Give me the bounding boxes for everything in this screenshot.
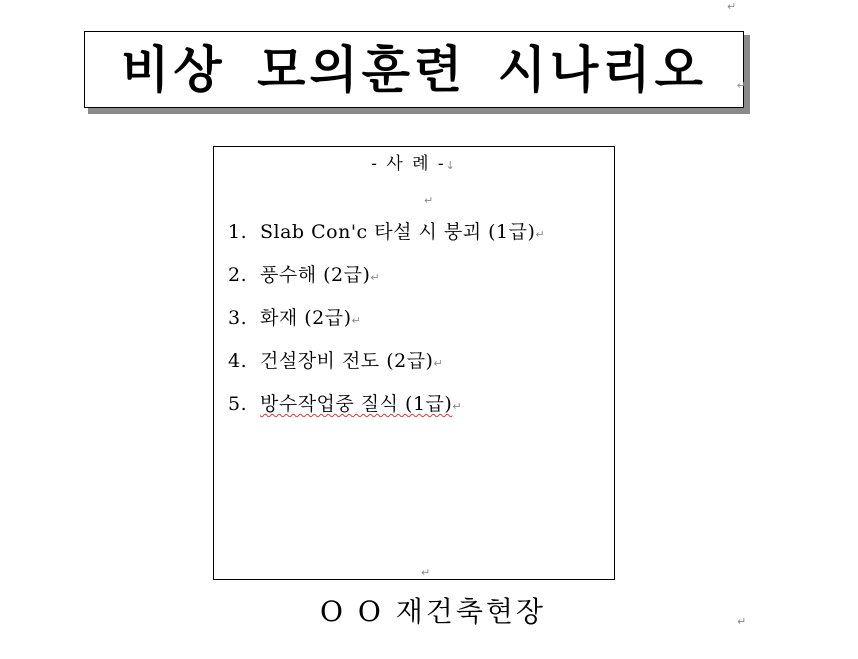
paragraph-mark: ↵ xyxy=(351,314,362,327)
title-box xyxy=(84,31,744,108)
item-number: 1. xyxy=(228,221,248,243)
paragraph-mark: ↵ xyxy=(421,566,431,579)
list-item xyxy=(228,395,545,438)
list-item xyxy=(228,266,545,309)
paragraph-mark: ↵ xyxy=(424,194,434,207)
list-item xyxy=(228,223,545,266)
case-heading-text: - 사 례 - xyxy=(371,154,446,174)
paragraph-mark: ↵ xyxy=(727,0,737,13)
item-number: 2. xyxy=(228,264,248,286)
paragraph-mark: ↵ xyxy=(370,271,381,284)
paragraph-mark: ↵ xyxy=(452,400,463,413)
case-list xyxy=(228,223,545,438)
paragraph-mark: ↵ xyxy=(737,615,747,628)
item-text: 풍수해 (2급) xyxy=(260,264,371,286)
paragraph-mark: ↵ xyxy=(535,228,546,241)
item-number: 4. xyxy=(228,350,248,372)
line-break-mark: ↓ xyxy=(445,159,457,172)
paragraph-mark: ↵ xyxy=(736,79,746,92)
case-heading xyxy=(214,156,614,173)
site-name: O O 재건축현장 xyxy=(320,595,546,628)
item-text: 건설장비 전도 (2급) xyxy=(260,350,434,372)
item-text: Slab Con'c 타설 시 붕괴 (1급) xyxy=(260,221,536,243)
paragraph-mark: ↵ xyxy=(433,357,444,370)
case-list-box xyxy=(213,146,615,580)
list-item xyxy=(228,309,545,352)
item-number: 5. xyxy=(228,393,248,415)
document-title: 비상 모의훈련 시나리오 xyxy=(121,40,707,99)
item-text: 방수작업중 질식 (1급) xyxy=(260,393,453,415)
item-number: 3. xyxy=(228,307,248,329)
list-item xyxy=(228,352,545,395)
item-text: 화재 (2급) xyxy=(260,307,352,329)
